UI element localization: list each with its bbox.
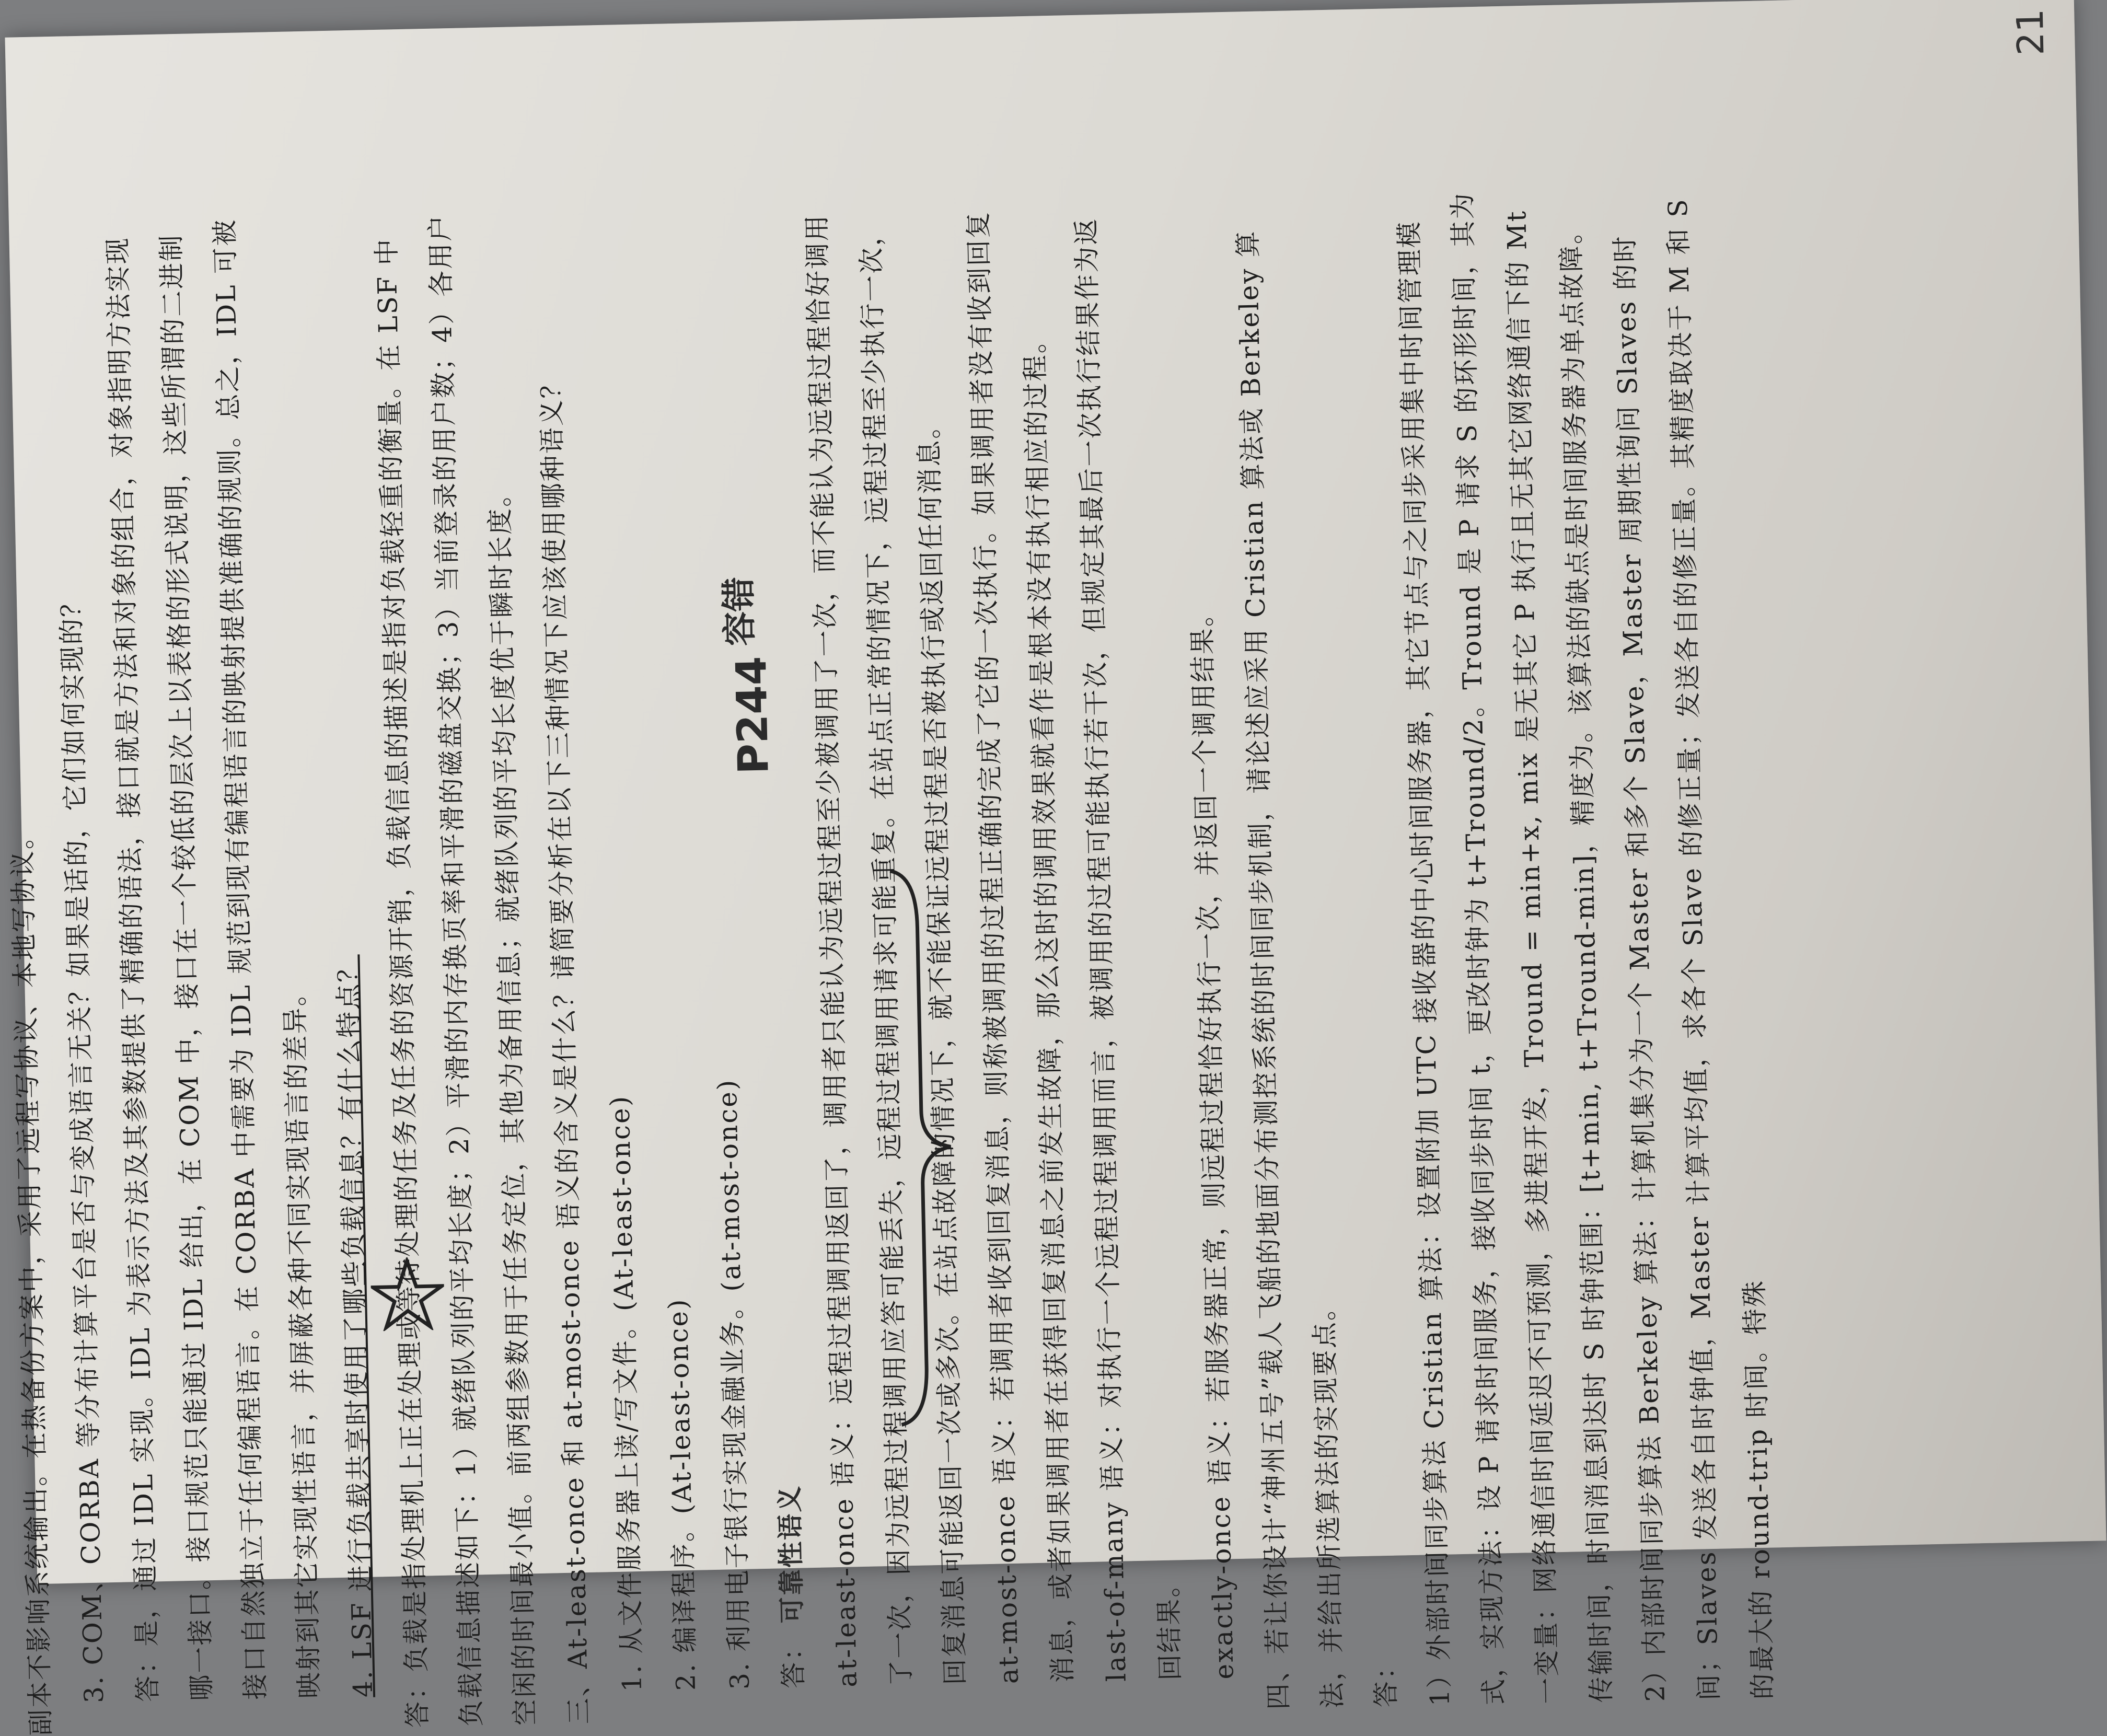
case-1: 1. 从文件服务器上读/写文件。(At-least-once) [605,1094,647,1692]
case-2: 2. 编译程序。(At-least-once) [663,1297,701,1691]
page-number: 21 [2008,8,2053,56]
at-least-once-definition: at-least-once 语义：远程过程调用返回了，调用者只能认为远程过程至少被调用了一次，而不能认为远程过程恰好调用了一次，因为远程过程调用应答可能丢失，远程过程调用请求可能重复。在站点正常的情况下，远程过程至少执行一次，回复消息可能返回一次或多次。在站点故障的情况下，就不能保证远程过程是否被执行或返回任何消息。 [801,213,970,1688]
exactly-once-definition: exactly-once 语义：若服务器正常，则远程过程恰好执行一次，并返回一个调用结果。 [1186,598,1240,1680]
answer-3: 答：是，通过 IDL 实现。IDL 为表示方法及其参数提供了精确的语法，接口就是方法和对象的组合，对象指明方法实现哪一接口。接口规范只能通过 IDL 给出，在 COM 中，接口在一个较低的层次上以表格的形式说明，这些所谓的二进制接口自然独立于任何编程语言。在 CORBA 中需要为 IDL 规范到现有编程语言的映射提供准确的规则。总之，IDL 可被映射到其它实现性语言，并屏蔽各种不同实现语言的差异。 [102,218,325,1703]
handwritten-note-p244: P244 [726,655,778,775]
answer-label-4: 答： [1370,1651,1402,1708]
case-3: 3. 利用电子银行实现金融业务。(at-most-once) [712,1078,755,1690]
section-4-heading: 四、若让你设计“神州五号”载人飞船的地面分布测控系统的时间同步机制，请论述应采用 Cristian 算法或 Berkeley 算法，并给出所选算法的实现要点。 [1232,229,1348,1710]
handwritten-note-kecuo: 容错 [718,576,760,646]
section-3-heading: 三、At-least-once 和 at-most-once 语义的含义是什么？请简要分析在以下三种情况下应该使用哪种语义？ [536,370,595,1725]
handwritten-note-reliability: 可靠性语义 [774,1484,808,1624]
question-3: 3. COM、CORBA 等分布计算平台是否与变成语言无关？如果是话的，它们如何实现的？ [55,589,110,1704]
exam-answer-text [0,182,1843,1736]
answer-4: 答：负载是指处理机上正在处理或等待处理的任务及任务的资源开销，负载信息的描述是指对负载轻重的衡量。在 LSF 中负载信息描述如下：1）就绪队列的平均长度；2）平滑的内存换页率和平滑的磁盘交换；3）当前登录的用户数；4）各用户空闲的时间最小值。前两组参数用于任务定位，其他为备用信息；就绪队列的平均长度优于瞬时长度。 [371,213,541,1728]
at-most-once-definition: at-most-once 语义：若调用者收到回复消息，则称被调用的过程正确的完成了它的一次执行。如果调用者没有收到回复消息，或者如果调用者在获得回复消息之前发生故障，那么这时的调用效果就看作是根本没有执行相应的过程。 [963,210,1078,1684]
cristian-algorithm: 1）外部时间同步算法 Cristian 算法：设置附加 UTC 接收器的中心时间服务器，其它节点与之同步采用集中时间管理模式，实现方法：设 P 请求时间服务，接收同步时间 t，更改时钟为 t+Tround/2。Tround 是 P 请求 S 的环形时间，其为一变量：网络通信时间延迟不可预测，多进程开发，Tround = min+x, mix 是无其它 P 执行且无其它网络通信下的 Mt 传输时间，时间消息到达时 S 时钟范围：[t+min, t+Tround-min]，精度为。该算法的缺点是时间服务器为单点故障。 [1394,191,1617,1707]
question-4: 4. LSF 进行负载共享时使用了哪些负载信息？有什么特点？ [332,954,379,1698]
answer-label-text: 答： [777,1633,809,1689]
berkeley-algorithm: 2）内部时间同步算法 Berkeley 算法：计算机集分为一个 Master 和多个 Slave，Master 周期性询问 Slaves 的时间；Slaves 发送各自时钟值，Master 计算平均值，求各个 Slave 的修正量；发送各自的修正量。其精度取决于 M 和 S 的最大的 round-trip 时间。特殊 [1610,197,1778,1702]
text-line: 副本不影响系统输出。在热备份方案中，采用了远程写协议、本地写协议。 [6,821,56,1736]
last-of-many-definition: last-of-many 语义：对执行一个远程过程调用而言，被调用的过程可能执行若干次，但规定其最后一次执行结果作为返回结果。 [1071,217,1186,1682]
photographed-page [5,0,2106,1736]
